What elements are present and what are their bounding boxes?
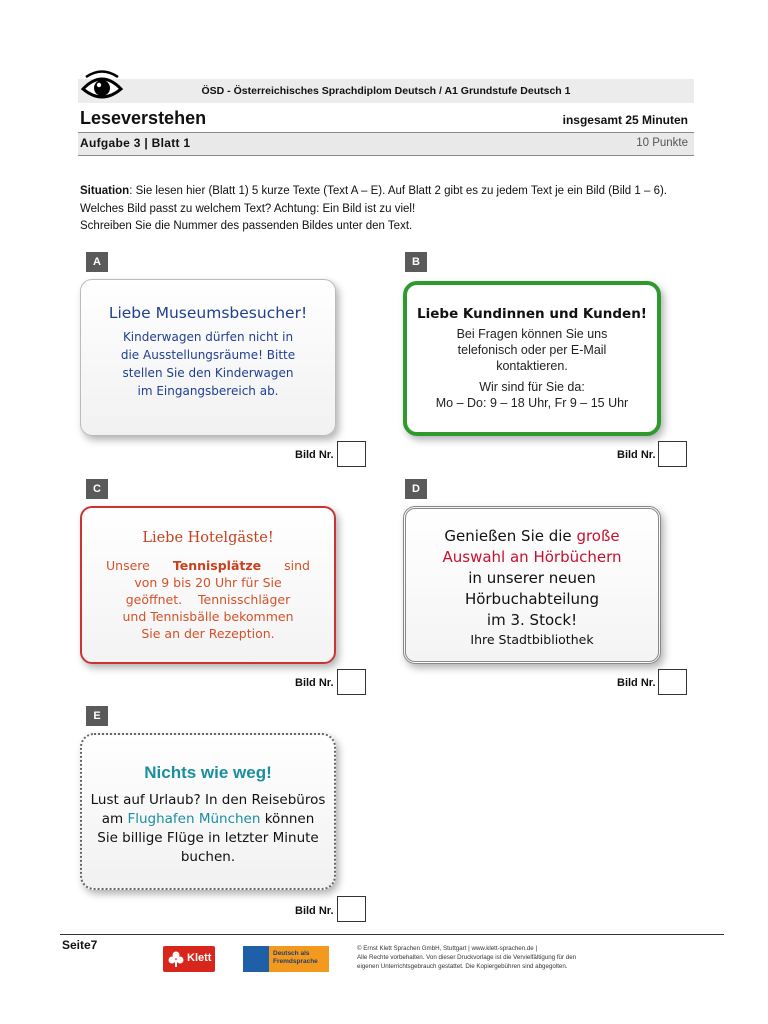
bild-nr-label-b: Bild Nr. — [617, 449, 656, 461]
copyright-notice — [357, 944, 717, 971]
card-a-title: Liebe Museumsbesucher! — [108, 304, 308, 322]
text-card-b — [403, 281, 661, 436]
duration-text: insgesamt 25 Minuten — [562, 113, 688, 127]
card-b-line: kontaktieren. — [496, 359, 568, 373]
instruction-line-1: : Sie lesen hier (Blatt 1) 5 kurze Texte (Text A – E). Auf Blatt 2 gibt es zu jedem Text je ein Bild (Bild 1 – 6). — [129, 185, 667, 197]
text-card-c — [80, 506, 336, 664]
copyright-line: eigenen Unterrichtsgebrauch gestattet. Die Kopiergebühren sind abgegolten. — [357, 963, 568, 970]
card-b-line: telefonisch oder per E-Mail — [457, 343, 607, 357]
card-b-line: Wir sind für Sie da: — [479, 380, 585, 394]
card-a-line: Kinderwagen dürfen nicht in — [122, 330, 294, 344]
daf-logo — [243, 946, 329, 972]
exam-title: ÖSD - Österreichisches Sprachdiplom Deutsch / A1 Grundstufe Deutsch 1 — [201, 85, 571, 97]
card-e-word: am — [101, 811, 124, 827]
answer-box-e[interactable] — [337, 896, 366, 922]
card-b-line: Bei Fragen können Sie uns — [456, 327, 608, 341]
card-e-line: Sie billige Flüge in letzter Minute — [97, 830, 319, 846]
answer-box-a[interactable] — [337, 441, 366, 467]
card-b-hours: Mo – Do: 9 – 18 Uhr, Fr 9 – 15 Uhr — [435, 396, 629, 410]
klett-logo — [163, 946, 215, 972]
card-c-word: sind — [284, 558, 310, 573]
card-e-line: buchen. — [180, 849, 236, 865]
card-a-line: im Eingangsbereich ab. — [137, 384, 279, 398]
page-number: Seite7 — [62, 938, 98, 952]
card-c-word: Unsere — [106, 558, 150, 573]
card-c-highlight: Tennisplätze — [172, 558, 262, 573]
eye-icon — [80, 67, 124, 107]
card-d-text: Genießen Sie die — [444, 527, 572, 545]
text-card-a — [80, 279, 336, 436]
instructions — [80, 183, 700, 236]
card-a-line: stellen Sie den Kinderwagen — [122, 366, 294, 380]
bild-nr-label-d: Bild Nr. — [617, 677, 656, 689]
footer-divider — [60, 934, 724, 935]
tag-e: E — [86, 706, 108, 726]
tag-d: D — [405, 479, 427, 499]
card-c-line: von 9 bis 20 Uhr für Sie — [134, 575, 282, 590]
instruction-line-2: Welches Bild passt zu welchem Text? Achtung: Ein Bild ist zu viel! — [80, 202, 416, 215]
card-d-line: Hörbuchabteilung — [464, 590, 600, 608]
klett-label: Klett — [187, 952, 212, 964]
card-d-line: in unserer neuen — [468, 569, 596, 587]
instruction-line-3: Schreiben Sie die Nummer des passenden Bildes unter den Text. — [80, 220, 413, 232]
card-d-line: im 3. Stock! — [486, 611, 578, 629]
card-a-line: die Ausstellungsräume! Bitte — [120, 348, 296, 362]
situation-label: Situation — [80, 185, 130, 197]
task-label: Aufgabe 3 | Blatt 1 — [80, 136, 191, 150]
answer-box-d[interactable] — [658, 669, 687, 695]
divider — [78, 155, 694, 156]
card-c-line: und Tennisbälle bekommen — [122, 609, 294, 624]
text-card-d — [403, 506, 661, 664]
tag-b: B — [405, 252, 427, 272]
points-label: 10 Punkte — [636, 137, 688, 149]
daf-label-2: Fremdsprache — [273, 958, 318, 965]
card-e-word: können — [264, 811, 315, 827]
answer-box-c[interactable] — [337, 669, 366, 695]
text-card-e — [80, 733, 336, 890]
answer-box-b[interactable] — [658, 441, 687, 467]
card-d-accent: große — [576, 527, 620, 545]
card-c-title: Liebe Hotelgäste! — [142, 530, 274, 546]
card-e-title: Nichts wie weg! — [144, 763, 272, 782]
bild-nr-label-e: Bild Nr. — [295, 905, 334, 917]
card-d-accent-line: Auswahl an Hörbüchern — [442, 548, 622, 566]
card-b-title: Liebe Kundinnen und Kunden! — [417, 306, 647, 322]
klett-clover-icon — [167, 950, 185, 968]
tag-c: C — [86, 479, 108, 499]
section-title: Leseverstehen — [80, 108, 207, 128]
copyright-line: Alle Rechte vorbehalten. Von dieser Druckvorlage ist die Vervielfältigung für den — [357, 954, 577, 961]
bild-nr-label-c: Bild Nr. — [295, 677, 334, 689]
card-c-line: geöffnet. Tennisschläger — [125, 592, 291, 607]
card-e-accent: Flughafen München — [127, 811, 261, 827]
copyright-line: © Ernst Klett Sprachen GmbH, Stuttgart | www.klett-sprachen.de | — [357, 945, 538, 952]
tag-a: A — [86, 252, 108, 272]
daf-label-1: Deutsch als — [273, 950, 310, 957]
bild-nr-label-a: Bild Nr. — [295, 449, 334, 461]
card-c-line: Sie an der Rezeption. — [141, 626, 275, 641]
daf-logo-square — [243, 946, 269, 972]
card-e-line: Lust auf Urlaub? In den Reisebüros — [90, 792, 326, 808]
card-d-signature: Ihre Stadtbibliothek — [470, 632, 594, 647]
